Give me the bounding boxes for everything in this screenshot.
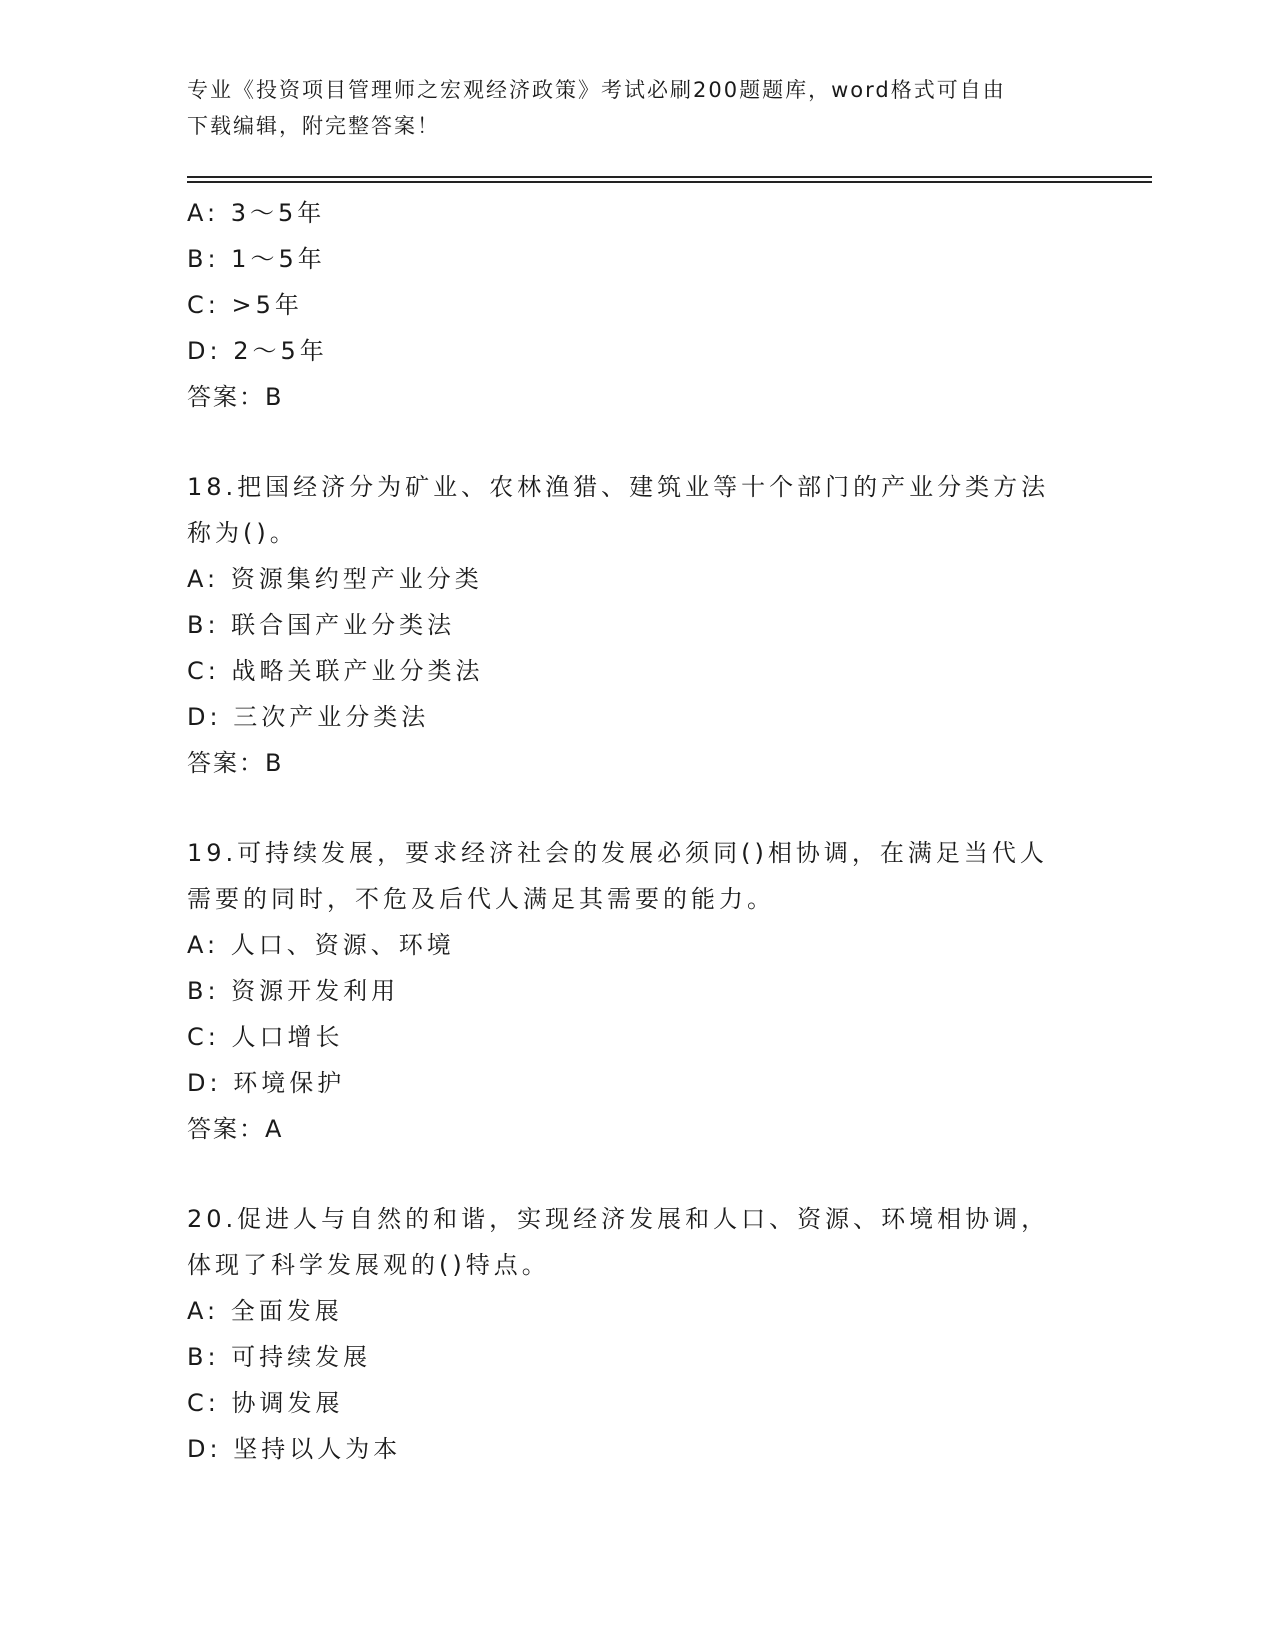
answer-line: 答案：B — [187, 749, 284, 777]
option-a: A: 全面发展 — [187, 1297, 343, 1325]
header-divider-bottom — [187, 181, 1152, 183]
option-c: C: 人口增长 — [187, 1023, 344, 1051]
document-header — [187, 72, 1087, 144]
option-d: D: 2～5年 — [187, 337, 328, 365]
option-c: C: 战略关联产业分类法 — [187, 657, 484, 685]
question-stem: 20.促进人与自然的和谐，实现经济发展和人口、资源、环境相协调， — [187, 1205, 1050, 1233]
option-c: C: 协调发展 — [187, 1389, 344, 1417]
question-stem-continued: 需要的同时，不危及后代人满足其需要的能力。 — [187, 885, 775, 913]
question-stem: 18.把国经济分为矿业、农林渔猎、建筑业等十个部门的产业分类方法 — [187, 473, 1050, 501]
option-d: D: 坚持以人为本 — [187, 1435, 402, 1463]
question-stem-continued: 体现了科学发展观的()特点。 — [187, 1251, 550, 1279]
question-17-block — [187, 190, 1087, 420]
option-b: B: 联合国产业分类法 — [187, 611, 456, 639]
option-d: D: 环境保护 — [187, 1069, 346, 1097]
question-stem: 19.可持续发展，要求经济社会的发展必须同()相协调，在满足当代人 — [187, 839, 1048, 867]
option-c: C: >5年 — [187, 291, 303, 319]
header-line-2: 下载编辑，附完整答案！ — [187, 114, 440, 138]
option-a: A: 人口、资源、环境 — [187, 931, 455, 959]
question-stem-continued: 称为()。 — [187, 519, 298, 547]
question-content — [187, 190, 1087, 1472]
option-a: A: 3～5年 — [187, 199, 326, 227]
option-d: D: 三次产业分类法 — [187, 703, 430, 731]
option-b: B: 资源开发利用 — [187, 977, 400, 1005]
header-line-1: 专业《投资项目管理师之宏观经济政策》考试必刷200题题库，word格式可自由 — [187, 78, 1006, 102]
spacer — [187, 1152, 1087, 1196]
option-a: A: 资源集约型产业分类 — [187, 565, 483, 593]
option-b: B: 可持续发展 — [187, 1343, 372, 1371]
spacer — [187, 786, 1087, 830]
spacer — [187, 420, 1087, 464]
answer-line: 答案：A — [187, 1115, 284, 1143]
question-18-block — [187, 464, 1087, 786]
question-19-block — [187, 830, 1087, 1152]
option-b: B: 1～5年 — [187, 245, 326, 273]
answer-line: 答案：B — [187, 383, 284, 411]
question-20-block — [187, 1196, 1087, 1472]
header-divider-top — [187, 176, 1152, 178]
